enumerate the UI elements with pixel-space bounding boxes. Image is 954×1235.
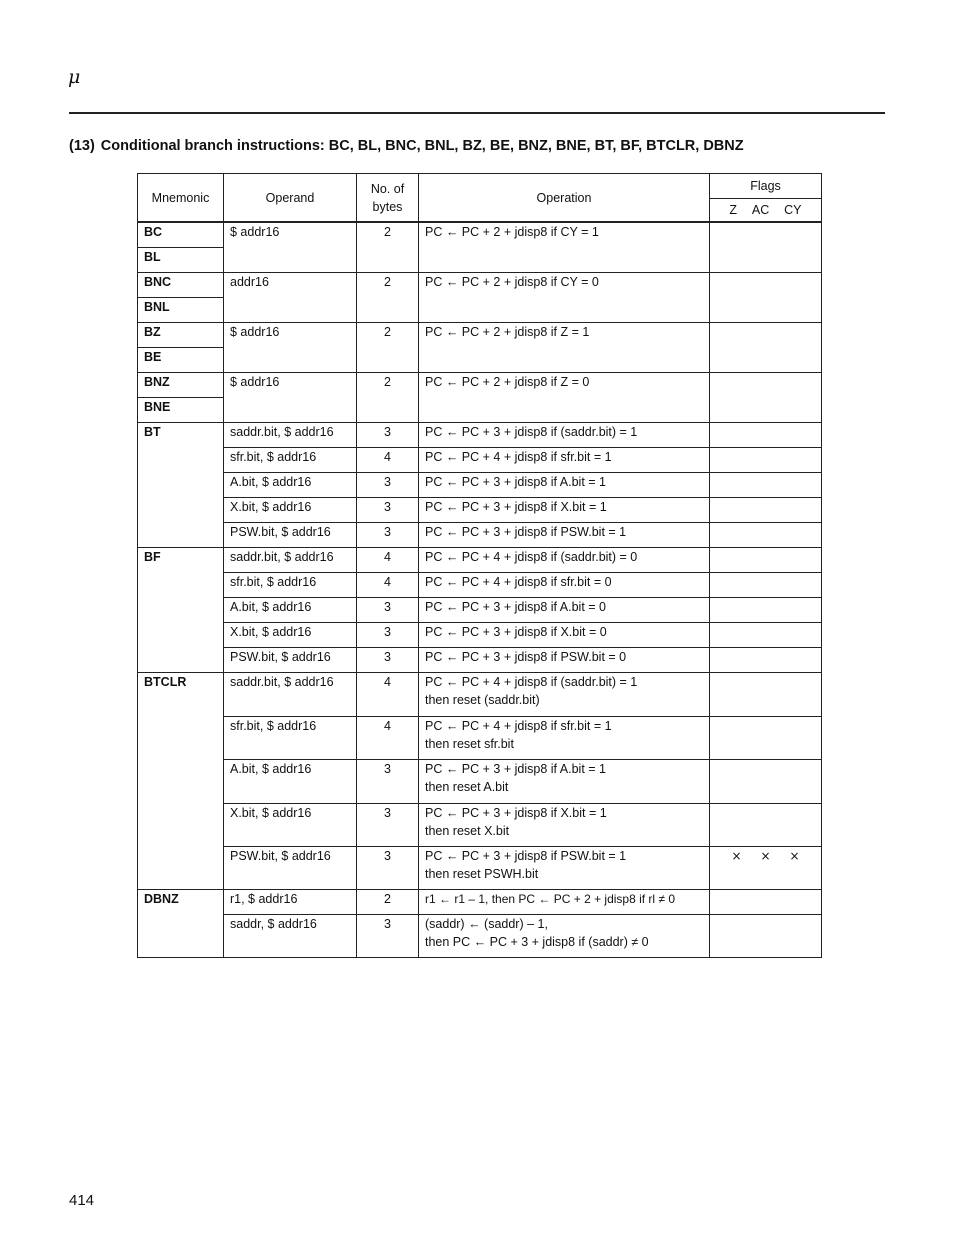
header-operand: Operand [224,174,357,223]
section-number: (13) [69,138,95,154]
mu-symbol: μ [68,66,81,88]
bytes-cell: 3 [357,622,419,647]
mnemonic-cell: BF [138,547,224,672]
bytes-cell: 2 [357,222,419,272]
flags-cell [710,572,822,597]
bytes-cell: 3 [357,759,419,803]
operand-cell: PSW.bit, $ addr16 [224,647,357,672]
bytes-cell: 3 [357,472,419,497]
operation-cell: PC ← PC + 2 + jdisp8 if Z = 1 [419,322,710,372]
operand-cell: $ addr16 [224,222,357,272]
flags-cell [710,322,822,372]
mnemonic-cell: BTCLR [138,672,224,889]
bytes-cell: 3 [357,803,419,846]
section-title: Conditional branch instructions: BC, BL, BNC, BNL, BZ, BE, BNZ, BNE, BT, BF, BTCLR, DBNZ [100,138,744,154]
operation-cell: PC ← PC + 3 + jdisp8 if X.bit = 0 [419,622,710,647]
instruction-table [137,173,822,958]
mnemonic-cell: BE [138,347,224,372]
bytes-cell: 4 [357,672,419,716]
operation-cell: PC ← PC + 2 + jdisp8 if CY = 1 [419,222,710,272]
flags-cell [710,803,822,846]
mnemonic-cell: DBNZ [138,889,224,957]
header-flag-columns [710,199,822,223]
flag-z-value: × [731,848,742,863]
flags-cell [710,914,822,957]
operation-cell [419,914,710,957]
header-flag-cy: CY [784,203,802,217]
header-flags: Flags [710,174,822,199]
operation-cell [419,803,710,846]
bytes-cell: 3 [357,522,419,547]
operation-cell [419,716,710,759]
operand-cell: sfr.bit, $ addr16 [224,716,357,759]
operand-cell: saddr.bit, $ addr16 [224,547,357,572]
bytes-cell: 3 [357,647,419,672]
operation-cell: PC ← PC + 4 + jdisp8 if sfr.bit = 0 [419,572,710,597]
flags-cell [710,522,822,547]
mnemonic-cell: BZ [138,322,224,347]
operand-cell: PSW.bit, $ addr16 [224,522,357,547]
mnemonic-cell: BC [138,222,224,247]
header-flag-ac: AC [751,203,770,217]
operation-cell: PC ← PC + 3 + jdisp8 if X.bit = 1 [419,497,710,522]
flags-cell [710,472,822,497]
operand-cell: sfr.bit, $ addr16 [224,572,357,597]
header-flag-z: Z [729,203,738,217]
operand-cell: X.bit, $ addr16 [224,497,357,522]
mnemonic-cell: BT [138,422,224,547]
flags-cell [710,846,822,889]
mnemonic-cell: BNL [138,297,224,322]
operation-cell: PC ← PC + 3 + jdisp8 if PSW.bit = 0 [419,647,710,672]
operand-cell: PSW.bit, $ addr16 [224,846,357,889]
operation-line: PC ← PC + 3 + jdisp8 if A.bit = 1 [425,761,606,776]
operation-cell: PC ← PC + 2 + jdisp8 if CY = 0 [419,272,710,322]
flags-cell [710,422,822,447]
operand-cell: saddr.bit, $ addr16 [224,672,357,716]
flags-cell [710,647,822,672]
operation-line: then reset X.bit [425,823,510,838]
operation-cell: PC ← PC + 3 + jdisp8 if A.bit = 1 [419,472,710,497]
bytes-cell: 3 [357,846,419,889]
operation-cell: PC ← PC + 2 + jdisp8 if Z = 0 [419,372,710,422]
bytes-cell: 4 [357,572,419,597]
operand-cell: $ addr16 [224,372,357,422]
operand-cell: addr16 [224,272,357,322]
operation-cell: PC ← PC + 4 + jdisp8 if (saddr.bit) = 0 [419,547,710,572]
flags-cell [710,622,822,647]
operation-cell: r1 ← r1 – 1, then PC ← PC + 2 + jdisp8 if rl ≠ 0 [419,889,710,914]
operand-cell: sfr.bit, $ addr16 [224,447,357,472]
bytes-cell: 2 [357,372,419,422]
operation-line: PC ← PC + 3 + jdisp8 if X.bit = 1 [425,805,607,820]
operation-line: PC ← PC + 3 + jdisp8 if PSW.bit = 1 [425,848,627,863]
operand-cell: saddr, $ addr16 [224,914,357,957]
mnemonic-cell: BNZ [138,372,224,397]
operation-line: then reset (saddr.bit) [425,692,540,707]
operation-line: PC ← PC + 4 + jdisp8 if (saddr.bit) = 1 [425,674,638,689]
operation-cell [419,759,710,803]
operation-line: then PC ← PC + 3 + jdisp8 if (saddr) ≠ 0 [425,934,649,949]
flags-cell [710,672,822,716]
bytes-cell: 4 [357,447,419,472]
header-bytes: No. of bytes [357,174,419,223]
page-number: 414 [69,1192,95,1209]
section-heading [69,138,744,154]
flags-cell [710,372,822,422]
operand-cell: r1, $ addr16 [224,889,357,914]
mnemonic-cell: BNE [138,397,224,422]
operation-cell: PC ← PC + 3 + jdisp8 if A.bit = 0 [419,597,710,622]
operation-line: then reset A.bit [425,779,509,794]
flags-cell [710,759,822,803]
flag-cy-value: × [789,848,800,863]
operation-cell: PC ← PC + 3 + jdisp8 if (saddr.bit) = 1 [419,422,710,447]
flags-cell [710,497,822,522]
operand-cell: X.bit, $ addr16 [224,622,357,647]
operand-cell: A.bit, $ addr16 [224,472,357,497]
mnemonic-cell: BNC [138,272,224,297]
bytes-cell: 4 [357,547,419,572]
operand-cell: A.bit, $ addr16 [224,759,357,803]
header-rule [69,112,885,114]
bytes-cell: 2 [357,322,419,372]
bytes-cell: 3 [357,497,419,522]
operation-line: then reset sfr.bit [425,736,514,751]
bytes-cell: 4 [357,716,419,759]
flags-cell [710,222,822,272]
flags-cell [710,889,822,914]
operand-cell: X.bit, $ addr16 [224,803,357,846]
flags-cell [710,447,822,472]
mnemonic-cell: BL [138,247,224,272]
operand-cell: $ addr16 [224,322,357,372]
flags-cell [710,716,822,759]
operation-cell [419,672,710,716]
operation-line: PC ← PC + 4 + jdisp8 if sfr.bit = 1 [425,718,612,733]
operation-cell [419,846,710,889]
operation-line: then reset PSWH.bit [425,866,539,881]
flags-cell [710,597,822,622]
bytes-cell: 3 [357,422,419,447]
bytes-cell: 2 [357,272,419,322]
flag-ac-value: × [760,848,771,863]
bytes-cell: 3 [357,914,419,957]
flags-cell [710,272,822,322]
header-mnemonic: Mnemonic [138,174,224,223]
operand-cell: saddr.bit, $ addr16 [224,422,357,447]
flags-cell [710,547,822,572]
operation-cell: PC ← PC + 4 + jdisp8 if sfr.bit = 1 [419,447,710,472]
bytes-cell: 2 [357,889,419,914]
header-operation: Operation [419,174,710,223]
operation-line: (saddr) ← (saddr) – 1, [425,916,548,931]
operation-cell: PC ← PC + 3 + jdisp8 if PSW.bit = 1 [419,522,710,547]
operand-cell: A.bit, $ addr16 [224,597,357,622]
bytes-cell: 3 [357,597,419,622]
